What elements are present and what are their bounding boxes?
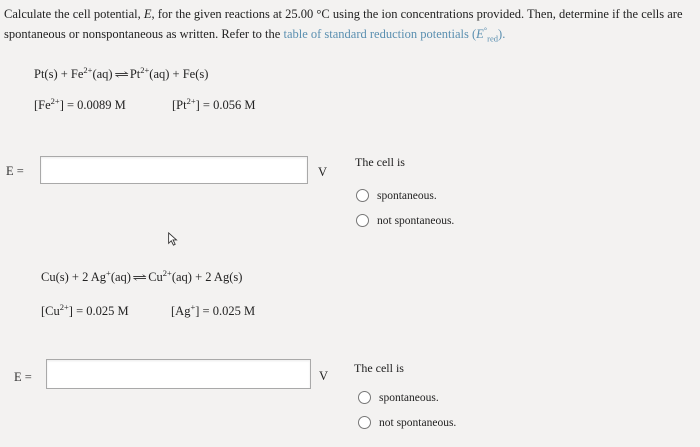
reaction-2-e-label: E =	[14, 370, 32, 384]
reaction-2-equation: Cu(s) + 2 $Ag^+(aq)\rightleftharpoons Cu^{2+}(aq) + 2$ Ag(s)	[41, 267, 243, 284]
radio-button[interactable]	[356, 214, 369, 227]
reduction-potentials-link[interactable]: table of standard reduction potentials $(E^\circ_{red})$.	[283, 24, 506, 44]
reaction-1-conc-pt: $[Pt^{2+}] = 0.056$ M	[172, 95, 256, 112]
equilibrium-arrow-icon: ⇌	[132, 272, 147, 284]
mouse-pointer-icon	[167, 232, 179, 246]
equilibrium-arrow-icon: ⇌	[113, 69, 129, 81]
radio-button[interactable]	[358, 391, 371, 404]
reaction-2-e-input[interactable]	[46, 359, 311, 389]
reaction-2-unit: V	[319, 369, 329, 383]
reaction-1-conc-fe: $[Fe^{2+}] = 0.0089$ M	[34, 95, 126, 112]
reaction-1-equation: $Pt(s) + Fe^{2+}(aq)\rightleftharpoons Pt^{2+}(aq) + Fe(s)$	[34, 64, 209, 81]
reaction-2-conc-cu: $[Cu^{2+}] = 0.025$ M	[41, 301, 129, 318]
reaction-2-option-not-spontaneous[interactable]: not spontaneous.	[358, 416, 456, 429]
reaction-1-option-not-spontaneous[interactable]: not spontaneous.	[356, 214, 454, 227]
reaction-2-conc-ag: [Ag+] = 0.025 M	[171, 301, 256, 318]
reaction-2-option-spontaneous[interactable]: spontaneous.	[358, 391, 439, 404]
reaction-1-cell-label: The cell is	[355, 155, 405, 169]
question-instructions: Calculate the cell potential, E, for the given reactions at 25.00 °C using the ion concentrations provided. Then, determine if the cells are spontaneous or nonspontaneous as written. Refer to the table of standard reduction potentials $(E^\circ_{red})$.	[4, 7, 683, 44]
reaction-1-e-input[interactable]	[40, 156, 308, 184]
reaction-2-cell-label: The cell is	[354, 361, 404, 375]
reaction-1-option-spontaneous[interactable]: spontaneous.	[356, 189, 437, 202]
reaction-1-e-label: E =	[6, 164, 24, 178]
radio-button[interactable]	[358, 416, 371, 429]
var-e: E	[143, 7, 152, 21]
reaction-1-unit: V	[318, 165, 328, 179]
radio-button[interactable]	[356, 189, 369, 202]
